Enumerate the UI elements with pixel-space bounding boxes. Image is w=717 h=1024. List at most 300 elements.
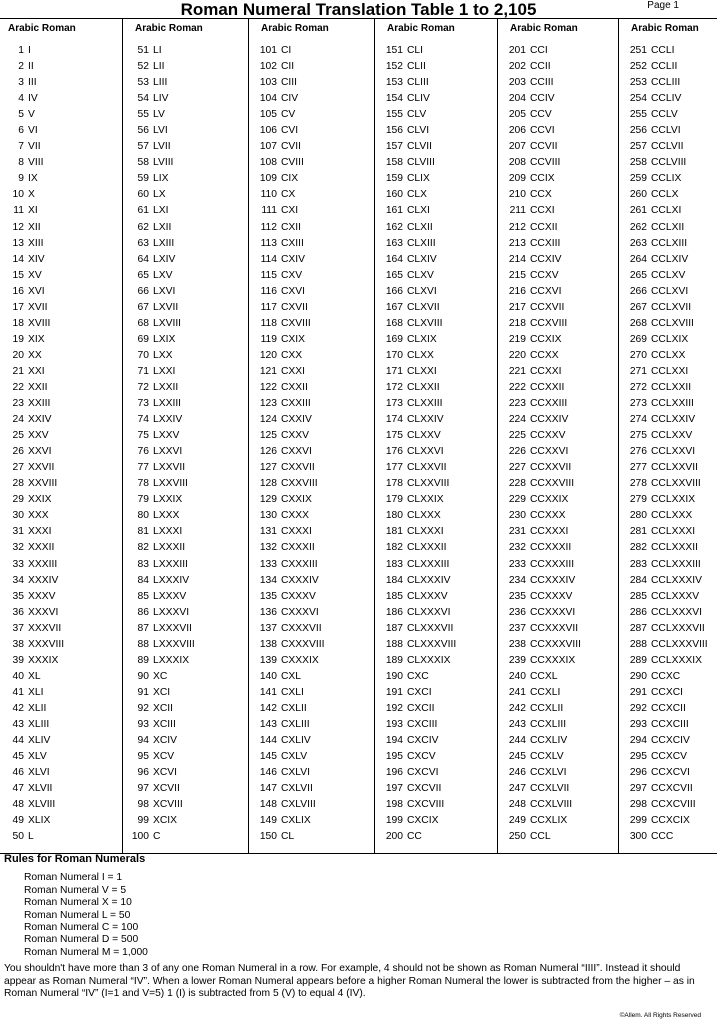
arabic-value: 298 — [629, 799, 647, 811]
arabic-value: 109 — [259, 173, 277, 185]
roman-value: LII — [153, 61, 165, 73]
arabic-value: 107 — [259, 141, 277, 153]
roman-value: CCLX — [651, 189, 679, 201]
arabic-value: 28 — [12, 478, 24, 490]
table-row — [619, 653, 717, 669]
table-column — [374, 19, 497, 853]
table-row — [498, 396, 618, 412]
table-row — [375, 364, 497, 380]
arabic-value: 272 — [629, 381, 647, 393]
roman-value: XCIX — [153, 815, 178, 827]
table-row — [619, 59, 717, 75]
column-header: Arabic Roman — [261, 23, 329, 34]
roman-value: CCXCII — [651, 702, 686, 714]
table-row — [375, 316, 497, 332]
roman-value: XXV — [28, 430, 49, 442]
table-row — [123, 187, 248, 203]
table-row — [123, 733, 248, 749]
table-row — [619, 380, 717, 396]
arabic-value: 116 — [260, 285, 277, 297]
table-row — [375, 492, 497, 508]
table-row — [375, 476, 497, 492]
arabic-value: 114 — [260, 253, 277, 265]
roman-value: CCXLVII — [530, 783, 570, 795]
roman-value: XXXVIII — [28, 638, 65, 650]
table-row — [0, 380, 122, 396]
roman-value: CCXXXI — [530, 526, 569, 538]
arabic-value: 242 — [508, 702, 526, 714]
roman-value: CLX — [407, 189, 428, 201]
roman-value: CLXVII — [407, 301, 440, 313]
roman-value: XIX — [28, 333, 45, 345]
table-row — [0, 492, 122, 508]
table-row — [249, 75, 374, 91]
roman-value: CXLV — [281, 751, 308, 763]
table-row — [619, 508, 717, 524]
table-row — [0, 813, 122, 829]
arabic-value: 119 — [260, 333, 277, 345]
arabic-value: 78 — [137, 478, 149, 490]
roman-value: XLIX — [28, 815, 51, 827]
table-row — [498, 524, 618, 540]
table-row — [619, 268, 717, 284]
table-row — [0, 75, 122, 91]
table-row — [249, 220, 374, 236]
roman-value: CLXXX — [407, 510, 441, 522]
table-row — [619, 589, 717, 605]
table-row — [0, 236, 122, 252]
roman-value: CCLXV — [651, 269, 686, 281]
arabic-value: 45 — [12, 751, 24, 763]
roman-value: XVIII — [28, 317, 51, 329]
table-row — [619, 364, 717, 380]
table-row — [498, 460, 618, 476]
roman-value: CCLXIII — [651, 237, 688, 249]
roman-value: CXXVII — [281, 462, 315, 474]
arabic-value: 168 — [385, 317, 403, 329]
table-row — [498, 348, 618, 364]
arabic-value: 148 — [259, 799, 277, 811]
arabic-value: 49 — [12, 815, 24, 827]
arabic-value: 103 — [259, 77, 277, 89]
roman-value: I — [28, 45, 31, 56]
arabic-value: 248 — [508, 799, 526, 811]
roman-value: XXXIV — [28, 574, 59, 586]
roman-value: LXXVII — [153, 462, 186, 474]
table-row — [498, 59, 618, 75]
roman-value: CLXV — [407, 269, 434, 281]
table-row — [249, 781, 374, 797]
roman-value: XX — [28, 349, 42, 361]
arabic-value: 270 — [629, 349, 647, 361]
arabic-value: 136 — [259, 606, 277, 618]
roman-value: CCXVI — [530, 285, 562, 297]
roman-value: CXLIII — [281, 718, 310, 730]
table-row — [123, 797, 248, 813]
table-row — [123, 91, 248, 107]
arabic-value: 33 — [12, 558, 24, 570]
roman-value: CV — [281, 109, 296, 121]
table-row — [0, 187, 122, 203]
arabic-value: 30 — [12, 510, 24, 522]
table-row — [123, 605, 248, 621]
table-row — [498, 589, 618, 605]
roman-value: CXXXIII — [281, 558, 318, 570]
table-row — [123, 107, 248, 123]
roman-value: CXXVI — [281, 446, 312, 458]
roman-value: LXXXVII — [153, 622, 192, 634]
roman-value: CCXLIX — [530, 815, 568, 827]
arabic-value: 176 — [385, 446, 403, 458]
table-row — [123, 540, 248, 556]
roman-value: CIV — [281, 93, 299, 105]
column-header: Arabic Roman — [510, 23, 578, 34]
arabic-value: 250 — [508, 831, 526, 843]
roman-value: CCLXXV — [651, 430, 693, 442]
arabic-value: 34 — [12, 574, 24, 586]
roman-value: L — [28, 831, 34, 843]
arabic-value: 263 — [629, 237, 647, 249]
table-row — [0, 476, 122, 492]
table-row — [249, 701, 374, 717]
roman-value: CXCIX — [407, 815, 439, 827]
arabic-value: 184 — [385, 574, 403, 586]
roman-value: LXXIV — [153, 414, 183, 426]
arabic-value: 193 — [385, 718, 403, 730]
roman-value: CX — [281, 189, 296, 201]
table-row — [0, 203, 122, 219]
roman-value: LXXV — [153, 430, 180, 442]
table-row — [123, 444, 248, 460]
table-row — [123, 300, 248, 316]
roman-value: CCLXXI — [651, 365, 689, 377]
table-row — [498, 75, 618, 91]
arabic-value: 64 — [137, 253, 149, 265]
table-row — [0, 171, 122, 187]
arabic-value: 48 — [12, 799, 24, 811]
roman-value: CCXIV — [530, 253, 562, 265]
arabic-value: 247 — [508, 783, 526, 795]
arabic-value: 112 — [260, 221, 277, 233]
arabic-value: 123 — [259, 398, 277, 410]
roman-value: CCXIII — [530, 237, 561, 249]
arabic-value: 164 — [385, 253, 403, 265]
arabic-value: 207 — [508, 141, 526, 153]
table-row — [375, 781, 497, 797]
table-row — [498, 733, 618, 749]
arabic-value: 154 — [385, 93, 403, 105]
roman-value: CII — [281, 61, 295, 73]
table-row — [249, 444, 374, 460]
roman-value: CCXXXVI — [530, 606, 576, 618]
table-row — [123, 380, 248, 396]
table-row — [375, 669, 497, 685]
arabic-value: 131 — [259, 526, 277, 538]
table-row — [249, 492, 374, 508]
roman-value: CXCVIII — [407, 799, 445, 811]
table-row — [619, 605, 717, 621]
roman-value: CCLXXVIII — [651, 478, 701, 490]
table-row — [375, 412, 497, 428]
arabic-value: 118 — [260, 317, 277, 329]
roman-value: IX — [28, 173, 38, 185]
arabic-value: 14 — [12, 253, 24, 265]
roman-value: CCIII — [530, 77, 554, 89]
roman-value: CXXI — [281, 365, 306, 377]
roman-value: CCLIII — [651, 77, 681, 89]
roman-value: CLXXIX — [407, 494, 444, 506]
roman-value: CLXXXIV — [407, 574, 451, 586]
roman-value: CCXL — [530, 670, 558, 682]
arabic-value: 3 — [18, 77, 24, 89]
arabic-value: 186 — [385, 606, 403, 618]
column-header: Arabic Roman — [8, 23, 76, 34]
arabic-value: 160 — [385, 189, 403, 201]
roman-value: CCXLIII — [530, 718, 567, 730]
roman-value: XXIX — [28, 494, 52, 506]
table-row — [619, 187, 717, 203]
table-row — [123, 524, 248, 540]
roman-value: XXIV — [28, 414, 52, 426]
arabic-value: 120 — [259, 349, 277, 361]
roman-value: LIV — [153, 93, 169, 105]
arabic-value: 264 — [629, 253, 647, 265]
arabic-value: 266 — [629, 285, 647, 297]
table-row — [375, 524, 497, 540]
table-row — [123, 557, 248, 573]
table-row — [375, 621, 497, 637]
table-row — [498, 621, 618, 637]
roman-value: CXVI — [281, 285, 306, 297]
arabic-value: 221 — [508, 365, 526, 377]
arabic-value: 169 — [385, 333, 403, 345]
table-row — [498, 107, 618, 123]
table-row — [619, 685, 717, 701]
arabic-value: 182 — [385, 542, 403, 554]
roman-value: CCXI — [530, 205, 555, 217]
arabic-value: 240 — [508, 670, 526, 682]
roman-value: CCXLVI — [530, 767, 567, 779]
roman-value: CXXXVII — [281, 622, 322, 634]
arabic-value: 35 — [12, 590, 24, 602]
roman-value: VI — [28, 125, 38, 137]
arabic-value: 259 — [629, 173, 647, 185]
table-column — [618, 19, 717, 853]
roman-value: CCLXXXVI — [651, 606, 702, 618]
arabic-value: 100 — [131, 831, 149, 843]
arabic-value: 256 — [629, 125, 647, 137]
arabic-value: 289 — [629, 654, 647, 666]
arabic-value: 239 — [508, 654, 526, 666]
arabic-value: 181 — [385, 526, 403, 538]
table-row — [0, 508, 122, 524]
arabic-value: 21 — [12, 365, 24, 377]
roman-value: XLI — [28, 686, 44, 698]
roman-value: CLIV — [407, 93, 430, 105]
table-row — [375, 139, 497, 155]
roman-value: CCXXV — [530, 430, 566, 442]
arabic-value: 281 — [629, 526, 647, 538]
arabic-value: 101 — [259, 45, 277, 56]
table-row — [0, 139, 122, 155]
roman-value: CXXXIV — [281, 574, 319, 586]
arabic-value: 38 — [12, 638, 24, 650]
arabic-value: 267 — [629, 301, 647, 313]
roman-value: LXXXVI — [153, 606, 190, 618]
roman-value: CLXXXIII — [407, 558, 450, 570]
arabic-value: 231 — [508, 526, 526, 538]
arabic-value: 11 — [13, 205, 24, 217]
table-row — [619, 573, 717, 589]
table-row — [123, 284, 248, 300]
roman-value: LXVIII — [153, 317, 182, 329]
roman-value: CLXVI — [407, 285, 437, 297]
arabic-value: 142 — [259, 702, 277, 714]
arabic-value: 238 — [508, 638, 526, 650]
table-row — [375, 268, 497, 284]
table-row — [249, 252, 374, 268]
arabic-value: 59 — [137, 173, 149, 185]
table-row — [498, 364, 618, 380]
roman-value: CXIII — [281, 237, 304, 249]
roman-value: CCLII — [651, 61, 678, 73]
table-row — [619, 749, 717, 765]
roman-value: CCVI — [530, 125, 555, 137]
roman-value: CCXXIX — [530, 494, 569, 506]
arabic-value: 175 — [385, 430, 403, 442]
roman-value: XCVI — [153, 767, 178, 779]
arabic-value: 51 — [137, 45, 149, 56]
roman-value: XIV — [28, 253, 45, 265]
roman-value: LXXXVIII — [153, 638, 195, 650]
table-row — [375, 733, 497, 749]
roman-value: LXVII — [153, 301, 179, 313]
table-row — [375, 300, 497, 316]
roman-value: LXXVIII — [153, 478, 188, 490]
table-row — [249, 284, 374, 300]
arabic-value: 83 — [137, 558, 149, 570]
arabic-value: 110 — [260, 189, 277, 201]
table-row — [375, 252, 497, 268]
arabic-value: 133 — [259, 558, 277, 570]
table-row — [0, 412, 122, 428]
roman-value: CXCII — [407, 702, 435, 714]
table-row — [619, 781, 717, 797]
table-row — [619, 717, 717, 733]
roman-value: XLIII — [28, 718, 50, 730]
roman-value: CCXII — [530, 221, 558, 233]
arabic-value: 98 — [137, 799, 149, 811]
roman-value: CXCVI — [407, 767, 439, 779]
table-row — [498, 557, 618, 573]
arabic-value: 243 — [508, 718, 526, 730]
roman-value: CCLXVII — [651, 301, 692, 313]
arabic-value: 60 — [137, 189, 149, 201]
table-row — [249, 268, 374, 284]
table-row — [375, 765, 497, 781]
roman-value: CXIV — [281, 253, 306, 265]
roman-value: LIX — [153, 173, 169, 185]
arabic-value: 104 — [259, 93, 277, 105]
table-row — [123, 829, 248, 845]
table-row — [375, 396, 497, 412]
table-row — [619, 637, 717, 653]
table-row — [0, 252, 122, 268]
roman-value: CCII — [530, 61, 551, 73]
arabic-value: 204 — [508, 93, 526, 105]
roman-value: CXLI — [281, 686, 304, 698]
roman-value: CLXXXV — [407, 590, 448, 602]
arabic-value: 205 — [508, 109, 526, 121]
table-row — [249, 364, 374, 380]
arabic-value: 208 — [508, 157, 526, 169]
table-row — [619, 621, 717, 637]
roman-value: CCIX — [530, 173, 555, 185]
roman-value: CLXXI — [407, 365, 437, 377]
table-row — [498, 749, 618, 765]
arabic-value: 7 — [18, 141, 24, 153]
arabic-value: 29 — [12, 494, 24, 506]
table-row — [123, 669, 248, 685]
table-row — [123, 43, 248, 59]
roman-value: CXXXVIII — [281, 638, 325, 650]
roman-value: XCI — [153, 686, 171, 698]
roman-value: LXIII — [153, 237, 175, 249]
table-row — [498, 444, 618, 460]
table-row — [123, 348, 248, 364]
roman-value: XLIV — [28, 735, 51, 747]
arabic-value: 158 — [385, 157, 403, 169]
roman-value: LXXVI — [153, 446, 183, 458]
roman-value: CLXXXIX — [407, 654, 451, 666]
roman-value: CLXVIII — [407, 317, 443, 329]
arabic-value: 235 — [508, 590, 526, 602]
arabic-value: 72 — [137, 381, 149, 393]
arabic-value: 268 — [629, 317, 647, 329]
arabic-value: 213 — [508, 237, 526, 249]
arabic-value: 253 — [629, 77, 647, 89]
roman-value: LXXX — [153, 510, 180, 522]
arabic-value: 27 — [12, 462, 24, 474]
roman-value: LVI — [153, 125, 168, 137]
table-row — [619, 91, 717, 107]
arabic-value: 39 — [12, 654, 24, 666]
table-row — [375, 332, 497, 348]
roman-value: CXV — [281, 269, 303, 281]
arabic-value: 214 — [508, 253, 526, 265]
roman-value: LXXXIX — [153, 654, 190, 666]
roman-value: LXXI — [153, 365, 176, 377]
roman-value: CXLVII — [281, 783, 313, 795]
table-row — [619, 75, 717, 91]
roman-value: LXX — [153, 349, 173, 361]
table-row — [619, 524, 717, 540]
roman-value: LXXII — [153, 381, 179, 393]
arabic-value: 89 — [137, 654, 149, 666]
arabic-value: 115 — [260, 269, 277, 281]
roman-value: CLVIII — [407, 157, 435, 169]
arabic-value: 36 — [12, 606, 24, 618]
roman-value: LV — [153, 109, 165, 121]
arabic-value: 286 — [629, 606, 647, 618]
arabic-value: 170 — [385, 349, 403, 361]
table-row — [123, 252, 248, 268]
arabic-value: 113 — [260, 237, 277, 249]
arabic-value: 40 — [12, 670, 24, 682]
table-row — [123, 268, 248, 284]
table-row — [249, 300, 374, 316]
arabic-value: 86 — [137, 606, 149, 618]
